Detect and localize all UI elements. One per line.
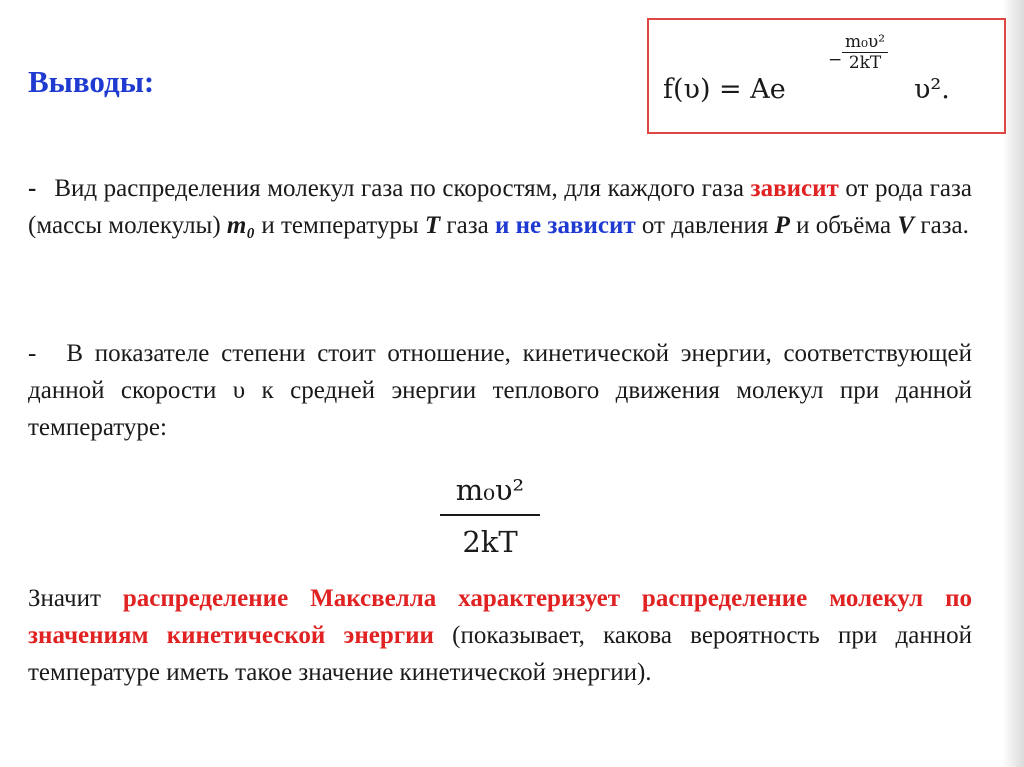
- symbol-m0: m₀: [226, 212, 256, 239]
- text: газа.: [914, 212, 969, 239]
- emphasis-not-depends: и не зависит: [495, 212, 636, 239]
- fraction-denominator: 2kT: [462, 525, 518, 559]
- emphasis-maxwell-distribution: распределение Максвелла характеризует распределение молекул по значениям кинетической энергии: [28, 585, 972, 649]
- formula-tail: υ².: [914, 74, 950, 105]
- text: от давления: [635, 212, 775, 239]
- slide-heading: Выводы:: [28, 64, 155, 99]
- text: В показателе степени стоит отношение, кинетической энергии, соответствующей данной скорости υ к средней энергии теплового движения молекул при данной температуре:: [28, 340, 972, 441]
- energy-ratio-fraction: [440, 470, 540, 562]
- symbol-V: V: [897, 212, 915, 239]
- emphasis-depends: зависит: [750, 175, 839, 202]
- text: и температуры: [255, 212, 425, 239]
- conclusion-paragraph-2: [28, 335, 972, 446]
- text: и объёма: [789, 212, 898, 239]
- symbol-T: T: [424, 212, 441, 239]
- conclusion-paragraph-1: [28, 170, 972, 244]
- bullet-dash: -: [28, 175, 37, 202]
- symbol-P: P: [774, 212, 790, 239]
- formula-exponent-numerator: m₀υ²: [842, 32, 888, 53]
- text: газа: [440, 212, 495, 239]
- text: Значит: [28, 585, 123, 612]
- formula-lhs: f(υ) = Ae: [663, 74, 786, 105]
- fraction-numerator: m₀υ²: [440, 470, 540, 516]
- formula-exponent-minus: −: [828, 50, 843, 70]
- conclusion-paragraph-3: [28, 580, 972, 691]
- formula-exponent-denominator: 2kT: [848, 53, 882, 73]
- text: Вид распределения молекул газа по скоростям, для каждого газа: [54, 175, 751, 202]
- bullet-dash: -: [28, 340, 37, 367]
- text: от рода газа (массы молекулы): [28, 175, 972, 239]
- maxwell-formula-box: [647, 18, 1006, 134]
- formula-exponent: [828, 32, 888, 73]
- text: (показывает, какова вероятность при данной температуре иметь такое значение кинетической энергии).: [28, 622, 972, 686]
